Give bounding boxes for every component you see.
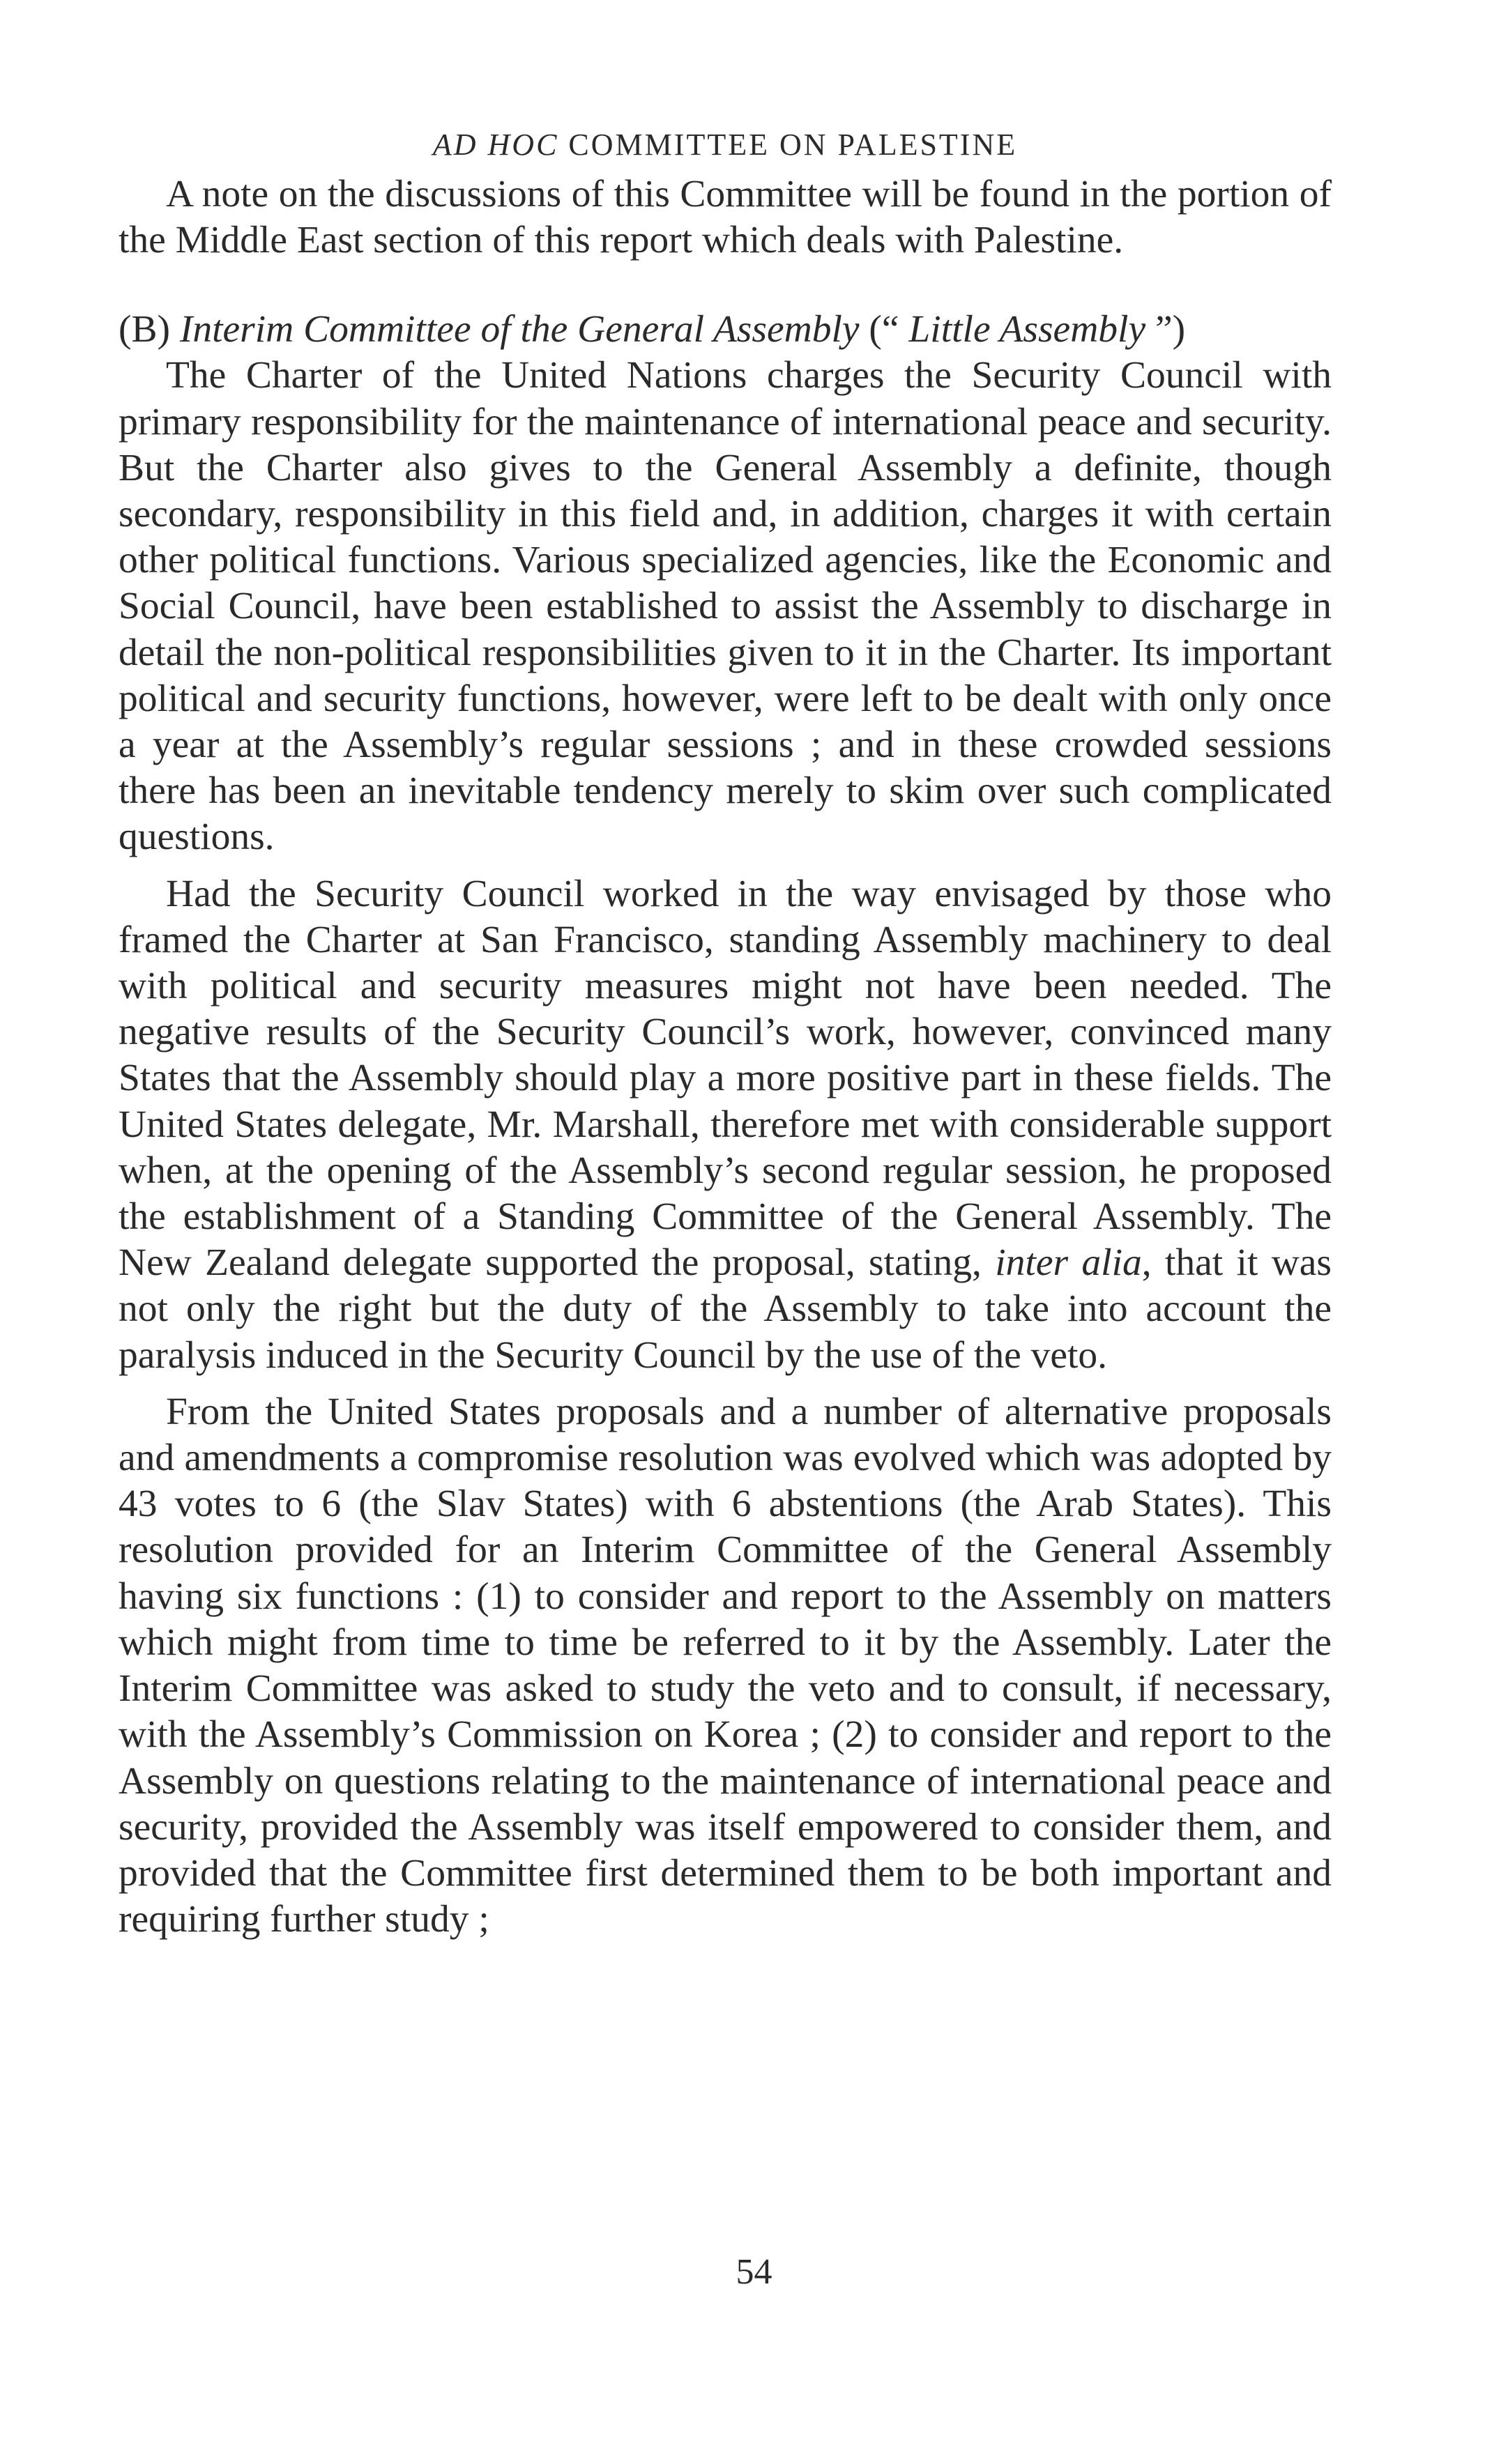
body-paragraph-2-part-a: Had the Security Council worked in the way envisaged by those who framed the Charter at San Francisco, standing Assembly machinery to deal with political and security measures might not have been needed. The negative results of the Security Council’s work, however, convinced many States that the Assembly should play a more positive part in these fields. The United States delegate, Mr. Marshall, therefore met with considerable support when, at the opening of the Assembly’s second regular session, he proposed the establishment of a Standing Committee of the General Assembly. The New Zealand delegate supported the proposal, stating,: [119, 872, 1332, 1285]
running-head-text: COMMITTEE ON PALESTINE: [558, 128, 1018, 162]
running-head: [119, 125, 1332, 164]
section-title: Interim Committee of the General Assembly: [179, 308, 860, 351]
intro-paragraph: A note on the discussions of this Committee will be found in the portion of the Middle East section of this report which deals with Palestine.: [119, 173, 1332, 262]
section-title-close-paren: ”): [1145, 308, 1186, 351]
section-heading: [119, 307, 1332, 353]
body-paragraph-1: The Charter of the United Nations charges the Security Council with primary responsibility for the maintenance of international peace and security. But the Charter also gives to the General Assembly a definite, though secondary, responsibility in this field and, in addition, charges it with certain other political functions. Various specialized agencies, like the Economic and Social Council, have been established to assist the Assembly to discharge in detail the non-political responsibilities given to it in the Charter. Its important political and security functions, however, were left to be dealt with only once a year at the Assembly’s regular sessions ; and in these crowded sessions there has been an inevitable tendency merely to skim over such complicated questions.: [119, 354, 1332, 859]
document-page: [119, 125, 1332, 1943]
page-number: 54: [736, 2252, 772, 2292]
body-paragraph-2: [119, 871, 1332, 1379]
latin-phrase: inter alia: [995, 1241, 1142, 1285]
section-title-open-paren: (“: [859, 308, 909, 351]
running-head-italic: AD HOC: [432, 128, 559, 162]
section-subtitle: Little Assembly: [908, 308, 1146, 351]
section-marker: (B): [119, 308, 180, 351]
body-paragraph-3: From the United States proposals and a number of alternative proposals and amendments a compromise resolution was evolved which was adopted by 43 votes to 6 (the Slav States) with 6 abstentions (the Arab States). This resolution provided for an Interim Committee of the General Assembly having six functions : (1) to consider and report to the Assembly on matters which might from time to time be referred to it by the Assembly. Later the Interim Committee was asked to study the veto and to consult, if necessary, with the Assembly’s Commission on Korea ; (2) to consider and report to the Assembly on questions relating to the maintenance of international peace and security, provided the Assembly was itself empowered to consider them, and provided that the Committee first determined them to be both important and requiring further study ;: [119, 1390, 1332, 1941]
body-paragraph-2-part-b: , that it was not only the right but the duty of the Assembly to take into account the paralysis induced in the Security Council by the use of the veto.: [119, 1241, 1332, 1377]
